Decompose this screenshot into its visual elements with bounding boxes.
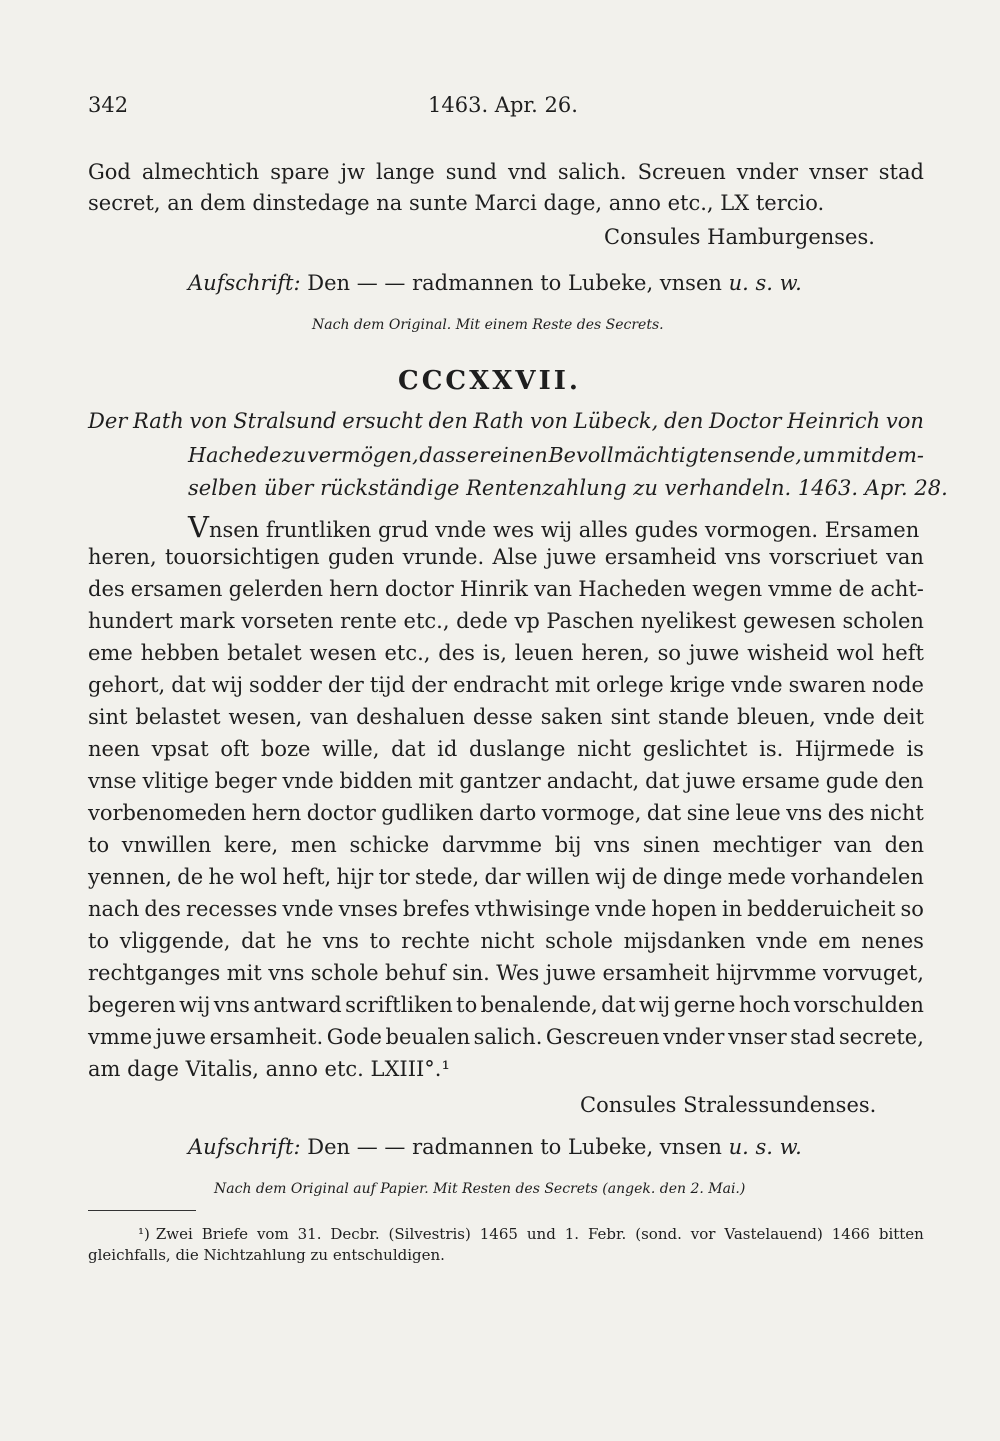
running-date: 1463. Apr. 26. — [428, 93, 578, 117]
prev-letter-source-note: Nach dem Original. Mit einem Reste des Secrets. — [312, 317, 664, 333]
letter-body-line: des ersamen gelerden hern doctor Hinrik van Hacheden wegen vmme de acht- — [88, 577, 924, 601]
letter-body-line: begeren wij vns antward scriftliken to benalende, dat wij gerne hoch vorschulden — [88, 993, 924, 1017]
prev-letter-line: God almechtich spare jw lange sund vnd salich. Screuen vnder vnser stad — [88, 160, 924, 184]
aufschrift-text: Den — — radmannen to Lubeke, vnsen — [307, 271, 722, 295]
footnote-marker: ¹) — [138, 1225, 150, 1243]
letter-body-line: hundert mark vorseten rente etc., dede vp Paschen nyelikest gewesen scholen — [88, 609, 924, 633]
aufschrift-label: Aufschrift: — [188, 271, 301, 295]
initial-letter: V — [188, 510, 209, 544]
footnote-rule — [88, 1210, 196, 1211]
letter-closing: Consules Stralessundenses. — [580, 1093, 877, 1117]
letter-body-line: vnse vlitige beger vnde bidden mit gantzer andacht, dat juwe ersame gude den — [88, 769, 924, 793]
letter-body-line: yennen, de he wol heft, hijr tor stede, dar willen wij de dinge mede vorhandelen — [88, 865, 924, 889]
letter-body-line: nach des recesses vnde vnses brefes vthwisinge vnde hopen in bedderuicheit so — [88, 897, 924, 921]
letter-body-line: gehort, dat wij sodder der tijd der endracht mit orlege krige vnde swaren node — [88, 673, 924, 697]
letter-aufschrift — [188, 1137, 802, 1158]
letter-body-line: vorbenomeden hern doctor gudliken darto vormoge, dat sine leue vns des nicht — [88, 801, 924, 825]
letter-body-line: eme hebben betalet wesen etc., des is, leuen heren, so juwe wisheid wol heft — [88, 641, 924, 665]
prev-letter-closing: Consules Hamburgenses. — [604, 225, 875, 249]
aufschrift-text: Den — — radmannen to Lubeke, vnsen — [307, 1135, 722, 1159]
footnote-text: Zwei Briefe vom 31. Decbr. (Silvestris) 1465 und 1. Febr. (sond. vor Vastelauend) 1466 bitten — [155, 1225, 924, 1243]
prev-letter-aufschrift — [188, 273, 802, 294]
page-number: 342 — [88, 93, 129, 117]
prev-letter-line: secret, an dem dinstedage na sunte Marci dage, anno etc., LX tercio. — [88, 191, 825, 215]
aufschrift-usw: u. s. w. — [728, 1135, 802, 1159]
letter-source-note: Nach dem Original auf Papier. Mit Resten des Secrets (angek. den 2. Mai.) — [214, 1181, 746, 1197]
letter-number: CCCXXVII. — [398, 366, 581, 396]
footnote-line: gleichfalls, die Nichtzahlung zu entschuldigen. — [88, 1246, 445, 1264]
letter-summary-line: Der Rath von Stralsund ersucht den Rath von Lübeck, den Doctor Heinrich von — [88, 409, 924, 433]
letter-body-line: vmme juwe ersamheit. Gode beualen salich. Gescreuen vnder vnser stad secrete, — [88, 1025, 924, 1049]
footnote-line — [138, 1227, 924, 1242]
letter-body-line: neen vpsat oft boze wille, dat id duslange nicht geslichtet is. Hijrmede is — [88, 737, 924, 761]
letter-body-line: to vliggende, dat he vns to rechte nicht schole mijsdanken vnde em nenes — [88, 929, 924, 953]
letter-body-first-text: nsen fruntliken grud vnde wes wij alles gudes vormogen. Ersamen — [208, 518, 920, 542]
aufschrift-label: Aufschrift: — [188, 1135, 301, 1159]
letter-body-line: sint belastet wesen, van deshaluen desse saken sint stande bleuen, vnde deit — [88, 705, 924, 729]
letter-body-line: am dage Vitalis, anno etc. LXIII°.¹ — [88, 1057, 450, 1081]
letter-summary-line: Hachede zu vermögen, dass er einen Bevollmächtigten sende, um mit dem- — [188, 443, 924, 467]
aufschrift-usw: u. s. w. — [728, 271, 802, 295]
letter-body-line: heren, touorsichtigen guden vrunde. Alse juwe ersamheid vns vorscriuet van — [88, 545, 924, 569]
letter-body-first-line — [188, 510, 924, 544]
letter-summary-line: selben über rückständige Rentenzahlung zu verhandeln. 1463. Apr. 28. — [188, 476, 948, 500]
letter-body-line: to vnwillen kere, men schicke darvmme bij vns sinen mechtiger van den — [88, 833, 924, 857]
letter-body-line: rechtganges mit vns schole behuf sin. Wes juwe ersamheit hijrvmme vorvuget, — [88, 961, 924, 985]
